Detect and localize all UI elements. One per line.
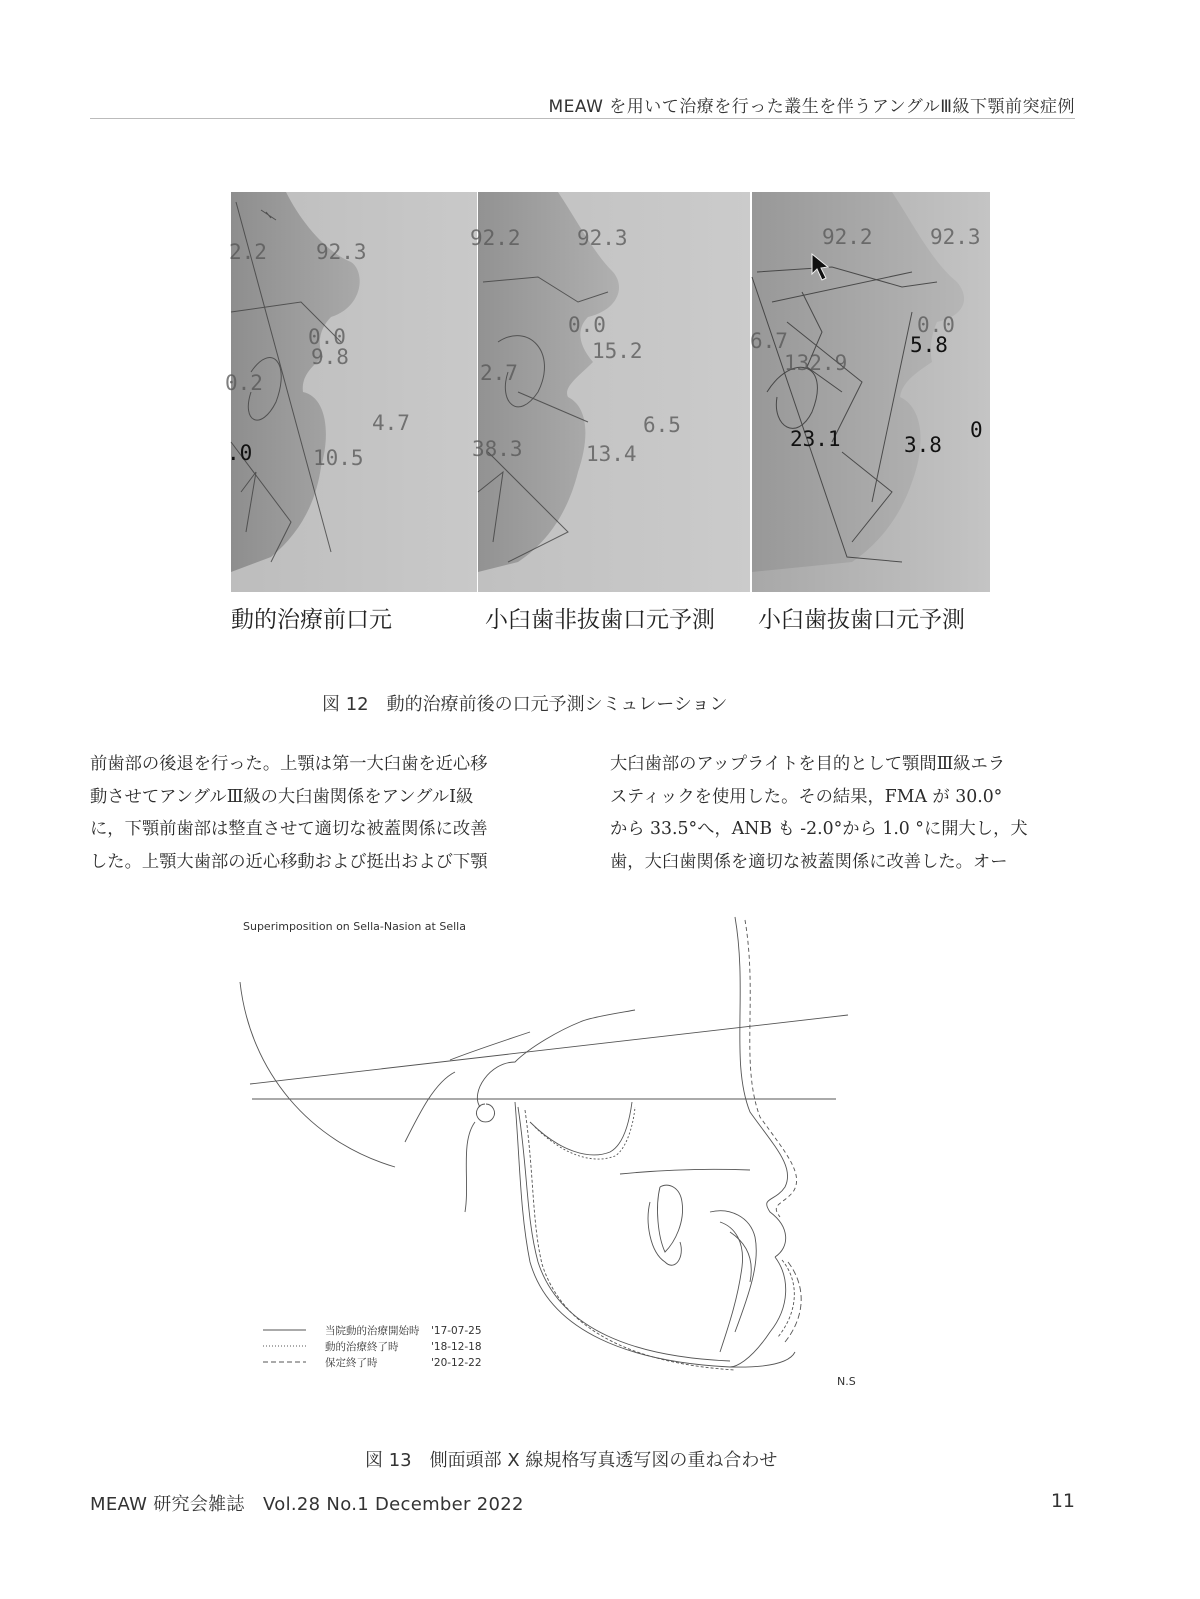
profile-photo-extraction-prediction: [752, 192, 990, 592]
measurement: 6.5: [643, 413, 681, 437]
measurement: 5.8: [910, 333, 948, 357]
profile-photo-nonextraction-prediction: [470, 192, 750, 592]
legend-date: '18-12-18: [431, 1341, 482, 1353]
figure-13-caption: 図 13 側面頭部 X 線規格写真透写図の重ね合わせ: [365, 1450, 778, 1471]
paragraph-line: から 33.5°へ，ANB も -2.0°から 1.0 °に開大し，犬: [610, 819, 1028, 839]
legend-date: '20-12-22: [431, 1357, 482, 1369]
cephalometric-superimposition-figure: [230, 912, 880, 1392]
measurement: 0.2: [225, 371, 263, 395]
legend: [263, 1324, 482, 1369]
panel-caption-nonextraction: 小臼歯非抜歯口元予測: [485, 607, 715, 633]
measurement: 38.3: [472, 437, 523, 461]
measurement: 4.7: [372, 411, 410, 435]
measurement: 92.2: [470, 226, 521, 250]
measurement: 92.3: [577, 226, 628, 250]
measurement: 92.3: [316, 240, 367, 264]
legend-date: '17-07-25: [431, 1325, 482, 1337]
measurement: 0: [970, 418, 983, 442]
panel-caption-extraction: 小臼歯抜歯口元予測: [758, 607, 965, 633]
panel-caption-pretreatment: 動的治療前口元: [231, 607, 392, 633]
measurement: 92.2: [822, 225, 873, 249]
measurement: 13.4: [586, 442, 637, 466]
measurement: 132.9: [784, 351, 848, 375]
page-number: 11: [1050, 1490, 1075, 1512]
measurement: 92.3: [930, 225, 981, 249]
body-left-column: [90, 748, 560, 878]
legend-label: 動的治療終了時: [325, 1341, 399, 1353]
paragraph-line: 大臼歯部のアップライトを目的として顎間Ⅲ級エラ: [610, 754, 1006, 774]
author-initials: N.S: [837, 1375, 856, 1388]
legend-label: 当院動的治療開始時: [325, 1325, 420, 1337]
figure-12-caption: 図 12 動的治療前後の口元予測シミュレーション: [322, 694, 728, 715]
legend-label: 保定終了時: [325, 1357, 378, 1369]
header-rule: [90, 118, 1075, 119]
measurement: 15.2: [592, 339, 643, 363]
superimposition-title: Superimposition on Sella-Nasion at Sella: [243, 920, 466, 933]
journal-footer: MEAW 研究会雑誌 Vol.28 No.1 December 2022: [90, 1494, 524, 1515]
paragraph-line: 動させてアングルⅢ級の大臼歯関係をアングルⅠ級: [90, 786, 474, 807]
measurement: 0.0: [568, 313, 606, 337]
paragraph-line: スティックを使用した。その結果，FMA が 30.0°: [610, 786, 1003, 807]
measurement: 2.2: [229, 240, 267, 264]
paragraph-line: 歯，大臼歯関係を適切な被蓋関係に改善した。オー: [610, 851, 1008, 872]
paragraph-line: 前歯部の後退を行った。上顎は第一大臼歯を近心移: [90, 754, 488, 774]
measurement: .0: [227, 441, 253, 465]
running-head: MEAW を用いて治療を行った叢生を伴うアングルⅢ級下顎前突症例: [548, 97, 1075, 117]
measurement: 2.7: [480, 361, 518, 385]
paragraph-line: に，下顎前歯部は整直させて適切な被蓋関係に改善: [90, 819, 488, 839]
measurement: 0.0: [917, 313, 955, 337]
measurement: 10.5: [313, 446, 364, 470]
measurement: 0.0: [308, 325, 346, 349]
body-right-column: [610, 748, 1080, 878]
measurement: 23.1: [790, 427, 841, 451]
sella-nasion-line: [250, 1015, 848, 1084]
measurement: 9.8: [311, 345, 349, 369]
paragraph-line: した。上顎大歯部の近心移動および挺出および下顎: [90, 851, 488, 872]
measurement: 3.8: [904, 433, 942, 457]
measurement: 6.7: [750, 329, 788, 353]
profile-photo-pretreatment: [225, 192, 477, 592]
